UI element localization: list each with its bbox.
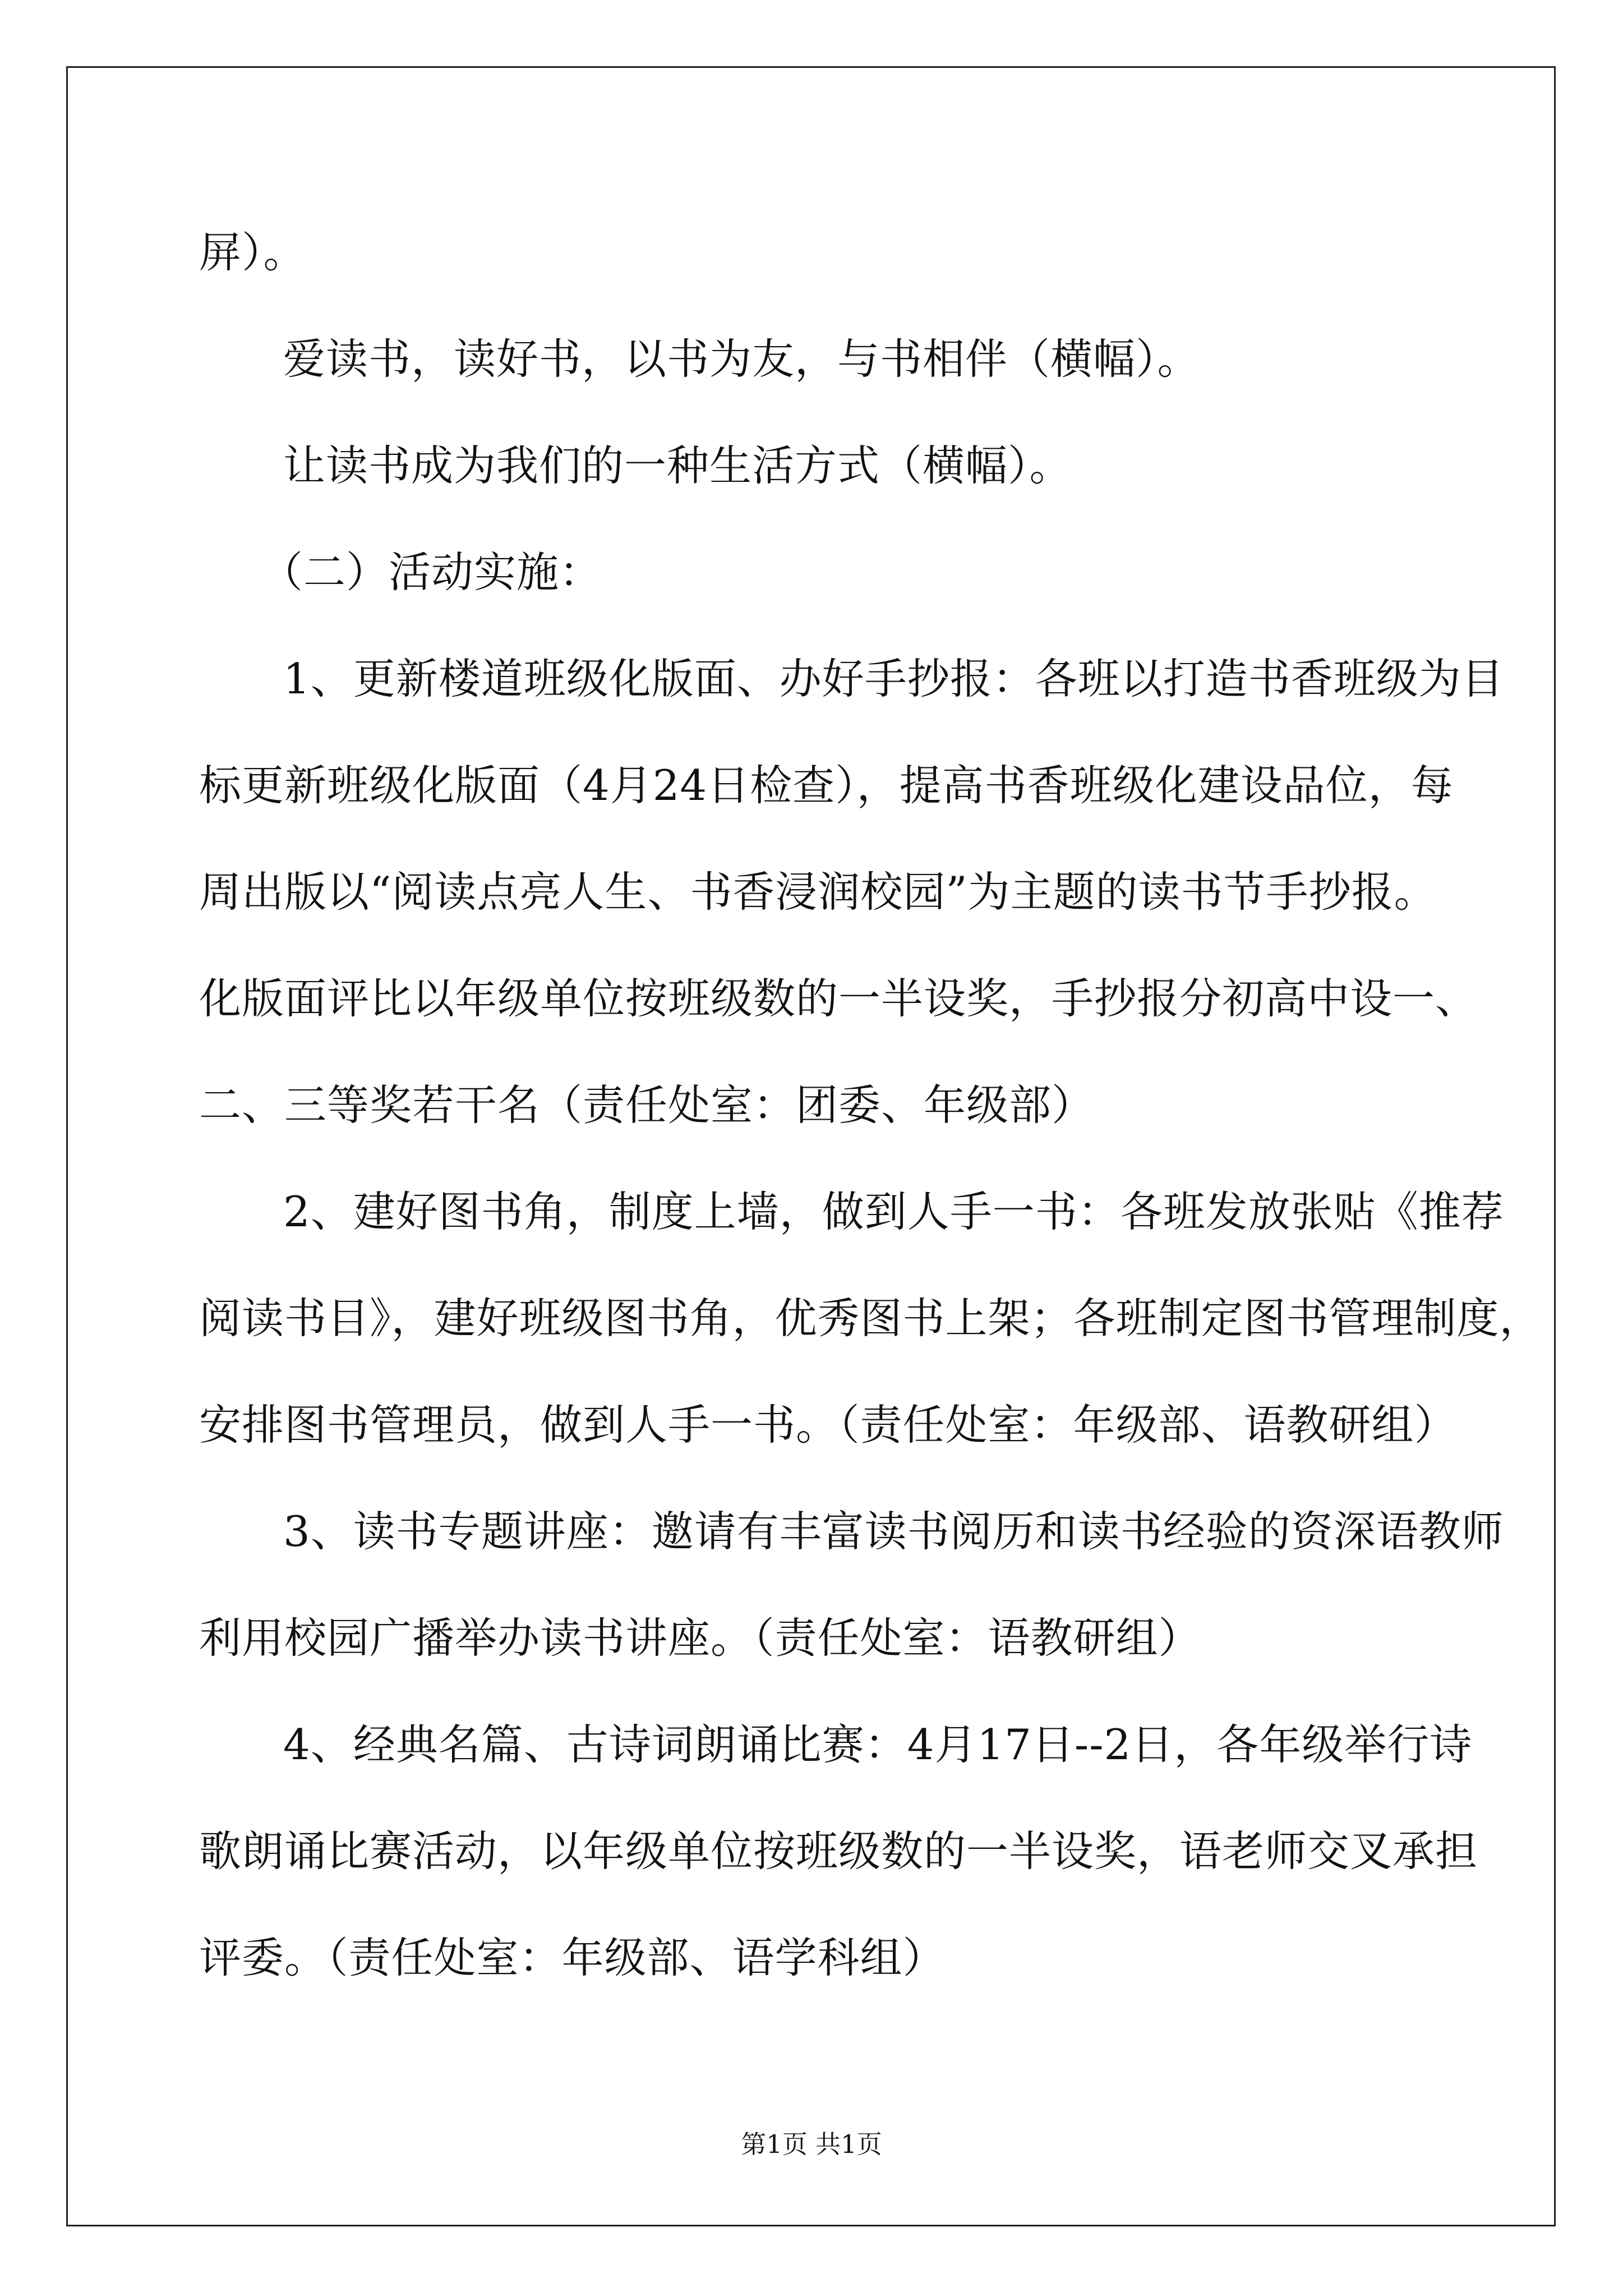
paragraph-line: 爱读书，读好书，以书为友，与书相伴（横幅）。: [283, 334, 1200, 384]
paragraph-line: 评委。（责任处室：年级部、语学科组）: [199, 1933, 946, 1982]
paragraph-line: 阅读书目》，建好班级图书角，优秀图书上架；各班制定图书管理制度，: [199, 1294, 1542, 1343]
paragraph-line: 2、建好图书角，制度上墙，做到人手一书：各班发放张贴《推荐: [283, 1187, 1504, 1236]
paragraph-line: 利用校园广播举办读书讲座。（责任处室：语教研组）: [199, 1613, 1201, 1663]
paragraph-line: 安排图书管理员，做到人手一书。（责任处室：年级部、语教研组）: [199, 1400, 1457, 1450]
paragraph-line: 歌朗诵比赛活动，以年级单位按班级数的一半设奖，语老师交叉承担: [199, 1826, 1478, 1876]
section-heading: （二）活动实施：: [261, 547, 602, 597]
paragraph-line: 让读书成为我们的一种生活方式（横幅）。: [283, 441, 1072, 490]
paragraph-line: 周出版以“阅读点亮人生、书香浸润校园”为主题的读书节手抄报。: [199, 867, 1437, 917]
paragraph-line: 4、经典名篇、古诗词朗诵比赛：4月17日--2日，各年级举行诗: [283, 1720, 1473, 1769]
paragraph-line: 屏）。: [199, 228, 306, 277]
paragraph-line: 1、更新楼道班级化版面、办好手抄报：各班以打造书香班级为目: [283, 654, 1504, 703]
paragraph-line: 3、读书专题讲座：邀请有丰富读书阅历和读书经验的资深语教师: [283, 1507, 1504, 1556]
paragraph-line: 标更新班级化版面（4月24日检查），提高书香班级化建设品位，每: [199, 761, 1454, 810]
paragraph-line: 化版面评比以年级单位按班级数的一半设奖，手抄报分初高中设一、: [199, 974, 1478, 1023]
document-body: [199, 199, 1542, 2011]
page-footer: 第1页 共1页: [741, 2129, 882, 2159]
paragraph-line: 二、三等奖若干名（责任处室：团委、年级部）: [199, 1080, 1095, 1130]
